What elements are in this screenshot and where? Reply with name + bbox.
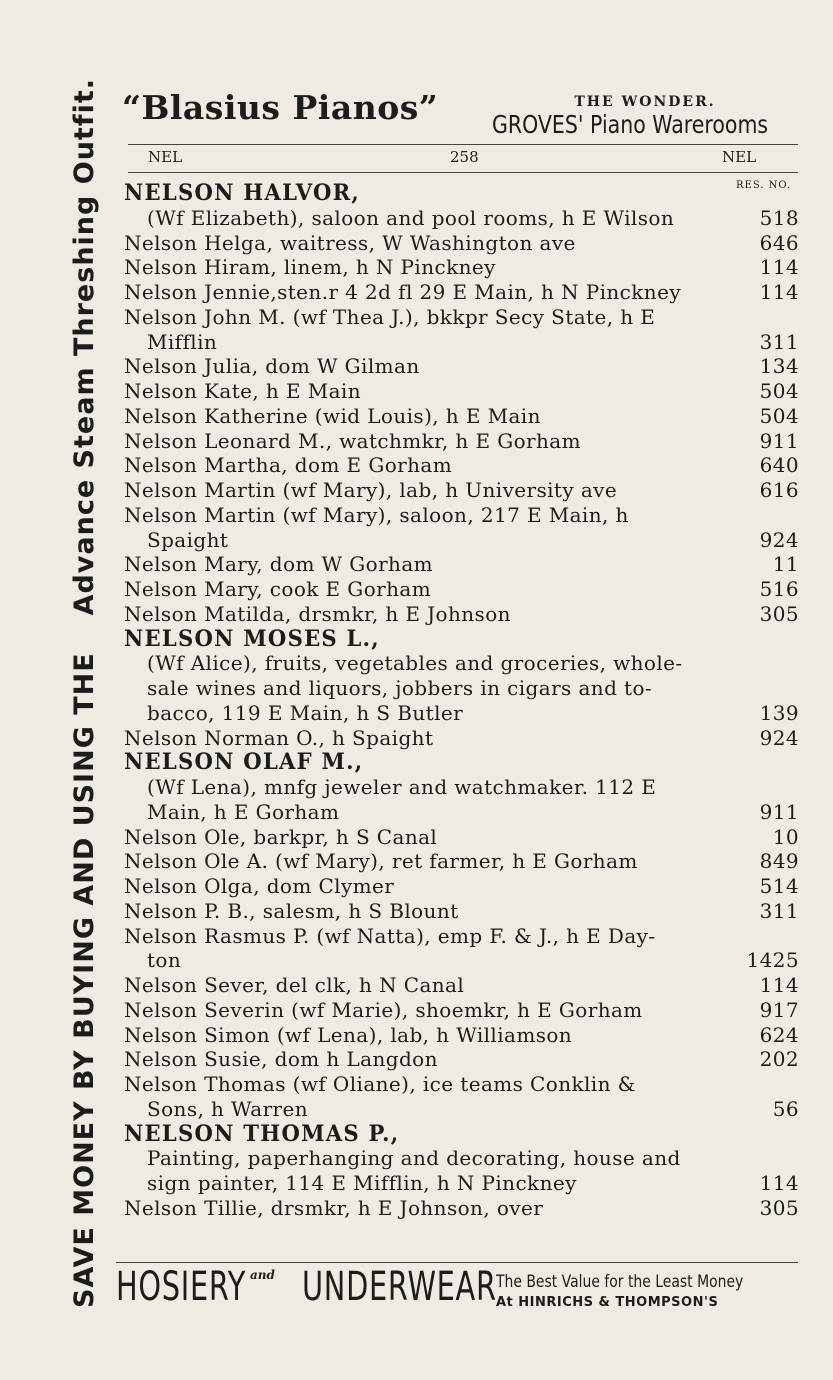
directory-line bbox=[124, 651, 799, 676]
entry-text: Nelson Kate, h E Main bbox=[124, 379, 362, 403]
directory-line bbox=[124, 775, 799, 800]
side-ad-segment-1: SAVE MONEY BY BUYING AND USING THE bbox=[69, 652, 100, 1308]
residence-number: 917 bbox=[759, 997, 799, 1022]
directory-line bbox=[124, 1146, 799, 1171]
residence-number: 616 bbox=[759, 478, 799, 502]
entry-text: sign painter, 114 E Mifflin, h N Pinckney bbox=[147, 1171, 577, 1195]
entry-text: Nelson Martin (wf Mary), saloon, 217 E Main, h bbox=[124, 502, 629, 527]
residence-number: 311 bbox=[759, 329, 799, 354]
residence-number: 516 bbox=[759, 577, 799, 601]
directory-line bbox=[124, 602, 799, 627]
entry-text: Spaight bbox=[147, 527, 229, 552]
directory-line bbox=[124, 924, 799, 949]
blasius-pianos-ad: “Blasius Pianos” bbox=[122, 88, 439, 127]
the-wonder-label: THE WONDER. bbox=[574, 94, 716, 110]
header-rule-top bbox=[128, 144, 798, 145]
directory-line bbox=[124, 404, 799, 429]
entry-text: Nelson Olga, dom Clymer bbox=[124, 874, 395, 898]
hosiery-advertisement bbox=[116, 1262, 798, 1322]
entry-text: Nelson P. B., salesm, h S Blount bbox=[124, 898, 459, 923]
entry-text: Nelson Martin (wf Mary), lab, h University ave bbox=[124, 478, 618, 502]
entry-text: bacco, 119 E Main, h S Butler bbox=[147, 700, 464, 725]
directory-line bbox=[124, 948, 799, 973]
residence-number: 924 bbox=[759, 527, 799, 552]
entry-text: Nelson Rasmus P. (wf Natta), emp F. & J., h E Day- bbox=[124, 923, 656, 948]
firm-heading bbox=[124, 627, 772, 652]
residence-number: 311 bbox=[759, 898, 799, 923]
entry-text: Nelson Severin (wf Marie), shoemkr, h E Gorham bbox=[124, 997, 643, 1022]
residence-number: 911 bbox=[759, 428, 799, 453]
directory-line bbox=[124, 503, 799, 528]
entry-text: Nelson Matilda, drsmkr, h E Johnson bbox=[124, 601, 511, 626]
entry-text: Nelson Ole, barkpr, h S Canal bbox=[124, 824, 438, 849]
directory-listing bbox=[124, 181, 799, 1221]
firm-heading bbox=[124, 750, 772, 775]
directory-line bbox=[124, 231, 799, 256]
entry-text: (Wf Elizabeth), saloon and pool rooms, h E Wilson bbox=[147, 205, 675, 230]
entry-text: Nelson Susie, dom h Langdon bbox=[124, 1047, 438, 1072]
directory-line bbox=[124, 800, 799, 825]
residence-number: 56 bbox=[772, 1096, 799, 1121]
directory-line bbox=[124, 577, 799, 602]
footer-underwear: UNDERWEAR bbox=[302, 1264, 497, 1310]
running-head-left: NEL bbox=[148, 148, 183, 166]
entry-text: Nelson Mary, cook E Gorham bbox=[124, 577, 432, 601]
entry-text: Nelson Thomas (wf Oliane), ice teams Conklin & bbox=[124, 1072, 636, 1096]
footer-store: At HINRICHS & THOMPSON'S bbox=[496, 1295, 719, 1310]
directory-line bbox=[124, 899, 799, 924]
directory-line bbox=[124, 305, 799, 330]
directory-line bbox=[124, 1072, 799, 1097]
residence-number: 646 bbox=[759, 230, 799, 255]
entry-text: NELSON HALVOR, bbox=[124, 180, 361, 206]
entry-text: Nelson Helga, waitress, W Washington ave bbox=[124, 230, 576, 255]
entry-text: Nelson Norman O., h Spaight bbox=[124, 725, 434, 750]
directory-line bbox=[124, 453, 799, 478]
entry-text: Nelson Mary, dom W Gorham bbox=[124, 552, 434, 577]
residence-number: 640 bbox=[759, 453, 799, 478]
directory-line bbox=[124, 552, 799, 577]
header-rule-bottom bbox=[128, 172, 798, 173]
residence-number: 1425 bbox=[746, 948, 799, 973]
running-head-right: NEL bbox=[722, 148, 757, 166]
directory-line bbox=[124, 528, 799, 553]
directory-line bbox=[124, 849, 799, 874]
residence-number: 305 bbox=[759, 601, 799, 626]
residence-number: 518 bbox=[759, 205, 799, 230]
residence-number: 114 bbox=[759, 1171, 799, 1195]
directory-line bbox=[124, 1097, 799, 1122]
entry-text: Nelson Hiram, linem, h N Pinckney bbox=[124, 255, 496, 280]
residence-number: 134 bbox=[759, 354, 799, 379]
residence-number: 305 bbox=[759, 1195, 799, 1220]
directory-line bbox=[124, 429, 799, 454]
footer-hosiery: HOSIERY bbox=[116, 1264, 247, 1310]
residence-number: 624 bbox=[759, 1022, 799, 1047]
side-ad-segment-2: Advance Steam Threshing Outfit. bbox=[69, 78, 100, 616]
residence-number: 924 bbox=[759, 725, 799, 750]
residence-number: 514 bbox=[759, 874, 799, 898]
directory-line bbox=[124, 330, 799, 355]
firm-heading bbox=[124, 181, 772, 206]
entry-text: Mifflin bbox=[147, 329, 218, 354]
directory-line bbox=[124, 255, 799, 280]
directory-line bbox=[124, 676, 799, 701]
residence-number: 114 bbox=[759, 255, 799, 280]
entry-text: (Wf Alice), fruits, vegetables and groceries, whole- bbox=[147, 651, 683, 676]
directory-line bbox=[124, 206, 799, 231]
entry-text: Nelson Katherine (wid Louis), h E Main bbox=[124, 403, 541, 428]
directory-line bbox=[124, 825, 799, 850]
entry-text: sale wines and liquors, jobbers in cigars and to- bbox=[147, 676, 653, 700]
entry-text: Sons, h Warren bbox=[147, 1096, 309, 1121]
directory-line bbox=[124, 1196, 799, 1221]
entry-text: Painting, paperhanging and decorating, house and bbox=[147, 1146, 681, 1171]
directory-line bbox=[124, 998, 799, 1023]
entry-text: Nelson Ole A. (wf Mary), ret farmer, h E Gorham bbox=[124, 849, 638, 874]
footer-tagline: The Best Value for the Least Money bbox=[496, 1272, 744, 1292]
residence-number: 504 bbox=[759, 379, 799, 403]
entry-text: Nelson Simon (wf Lena), lab, h Williamson bbox=[124, 1022, 573, 1047]
entry-text: NELSON OLAF M., bbox=[124, 749, 364, 776]
residence-number: 202 bbox=[759, 1047, 799, 1072]
entry-text: ton bbox=[147, 948, 182, 973]
entry-text: Nelson Martha, dom E Gorham bbox=[124, 453, 453, 478]
directory-line bbox=[124, 1171, 799, 1196]
residence-number: 849 bbox=[759, 849, 799, 874]
residence-number: 10 bbox=[772, 824, 799, 849]
directory-line bbox=[124, 874, 799, 899]
firm-heading bbox=[124, 1122, 772, 1147]
entry-text: Nelson Sever, del clk, h N Canal bbox=[124, 973, 465, 997]
directory-line bbox=[124, 1023, 799, 1048]
entry-text: Nelson Julia, dom W Gilman bbox=[124, 354, 420, 379]
entry-text: NELSON THOMAS P., bbox=[124, 1120, 400, 1147]
directory-line bbox=[124, 478, 799, 503]
res-no-label: RES. NO. bbox=[736, 180, 792, 191]
side-advertisement bbox=[60, 78, 110, 1308]
entry-text: NELSON MOSES L., bbox=[124, 625, 380, 652]
directory-line bbox=[124, 726, 799, 751]
page-number: 258 bbox=[450, 148, 479, 166]
directory-line bbox=[124, 1047, 799, 1072]
entry-text: Nelson Tillie, drsmkr, h E Johnson, over bbox=[124, 1195, 544, 1220]
residence-number: 114 bbox=[759, 280, 799, 304]
directory-line bbox=[124, 280, 799, 305]
entry-text: Nelson John M. (wf Thea J.), bkkpr Secy State, h E bbox=[124, 304, 656, 329]
directory-line bbox=[124, 701, 799, 726]
residence-number: 139 bbox=[759, 700, 799, 725]
groves-piano-ad: GROVES' Piano Warerooms bbox=[492, 110, 769, 139]
residence-number: 504 bbox=[759, 403, 799, 428]
residence-number: 911 bbox=[759, 799, 799, 824]
directory-line bbox=[124, 973, 799, 998]
entry-text: (Wf Lena), mnfg jeweler and watchmaker. 112 E bbox=[147, 775, 657, 799]
directory-line bbox=[124, 354, 799, 379]
footer-and: and bbox=[250, 1268, 275, 1282]
residence-number: 11 bbox=[772, 552, 799, 577]
entry-text: Nelson Leonard M., watchmkr, h E Gorham bbox=[124, 428, 581, 453]
directory-line bbox=[124, 379, 799, 404]
residence-number: 114 bbox=[759, 973, 799, 997]
entry-text: Main, h E Gorham bbox=[147, 799, 340, 824]
entry-text: Nelson Jennie,sten.r 4 2d fl 29 E Main, h N Pinckney bbox=[124, 280, 682, 304]
